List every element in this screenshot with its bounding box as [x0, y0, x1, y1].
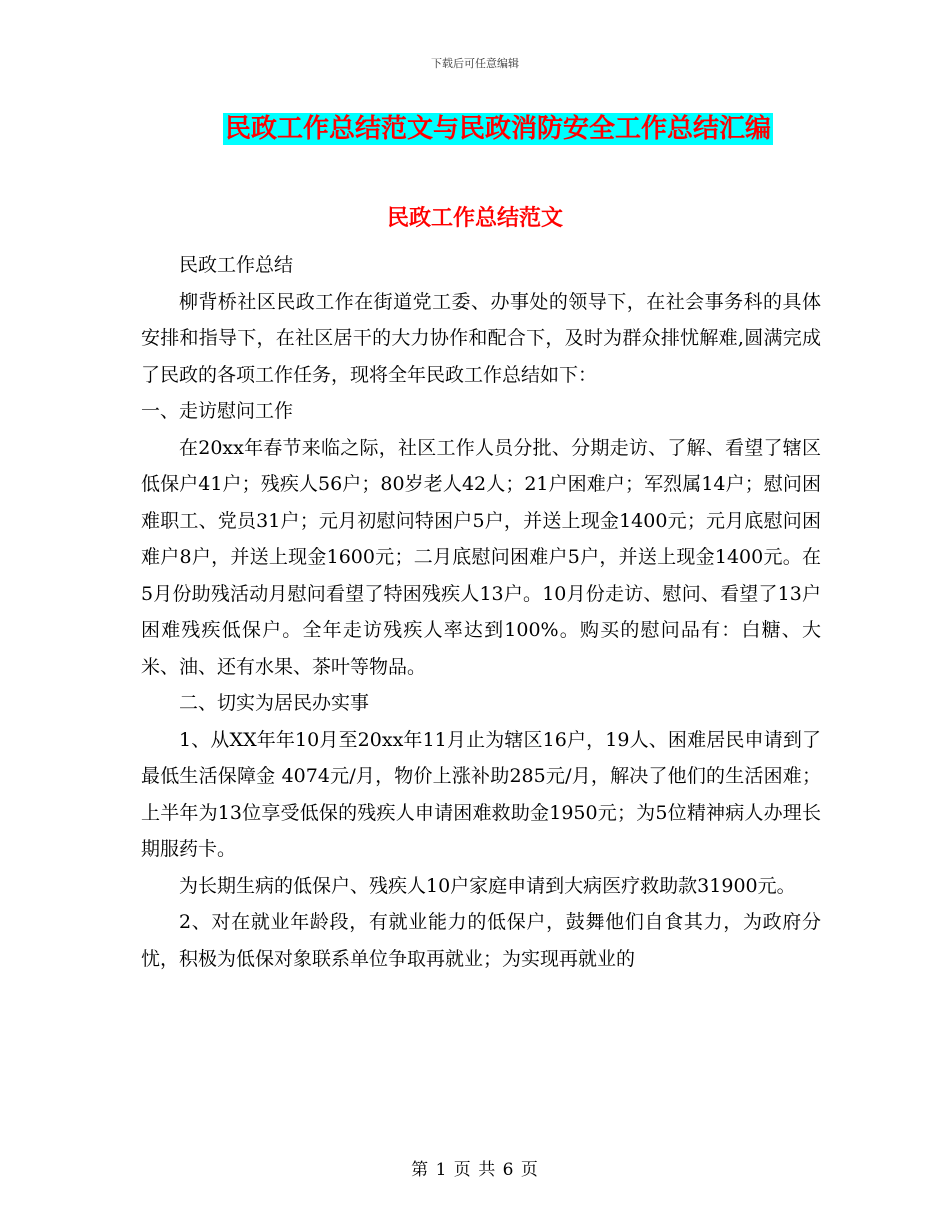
sub-title: 民政工作总结范文	[386, 205, 563, 231]
section-heading-services: 二、切实为居民办实事	[179, 692, 370, 714]
main-title: 民政工作总结范文与民政消防安全工作总结汇编	[224, 114, 771, 144]
header-note: 下载后可任意编辑	[431, 57, 519, 70]
paragraph-visits: 在20xx年春节来临之际，社区工作人员分批、分期走访、了解、看望了辖区低保户41户；残疾人56户；80岁老人42人；21户困难户；军烈属14户；慰问困难职工、党员31户；元月初慰问特困户5户，并送上现金1400元；元月底慰问困难户8户，并送上现金1600元；二月底慰问困难户5户，并送上现金1400元。在5月份助残活动月慰问看望了特困残疾人13户。10月份走访、慰问、看望了13户困难残疾低保户。全年走访残疾人率达到100%。购买的慰问品有：白糖、大米、油、还有水果、茶叶等物品。	[141, 436, 821, 678]
paragraph-intro: 柳背桥社区民政工作在街道党工委、办事处的领导下，在社会事务科的具体安排和指导下，在社区居干的大力协作和配合下，及时为群众排忧解难,圆满完成了民政的各项工作任务，现将全年民政工作总结如下：	[141, 290, 821, 386]
document-body	[141, 247, 821, 977]
paragraph-employment: 2、对在就业年龄段，有就业能力的低保户，鼓舞他们自食其力，为政府分忧，积极为低保对象联系单位争取再就业；为实现再就业的	[141, 911, 821, 970]
section-heading-visits: 一、走访慰问工作	[141, 400, 294, 422]
paragraph-heading: 民政工作总结	[179, 254, 294, 276]
paragraph-medical-aid: 为长期生病的低保户、残疾人10户家庭申请到大病医疗救助款31900元。	[179, 874, 796, 897]
page-number: 第 1 页 共 6 页	[411, 1160, 539, 1180]
main-title-container	[0, 113, 950, 145]
paragraph-subsidy: 1、从XX年年10月至20xx年11月止为辖区16户，19人、困难居民申请到了最低生活保障金 4074元/月，物价上涨补助285元/月，解决了他们的生活困难；上半年为13位享受低保的残疾人申请困难救助金1950元；为5位精神病人办理长期服药卡。	[141, 728, 821, 860]
